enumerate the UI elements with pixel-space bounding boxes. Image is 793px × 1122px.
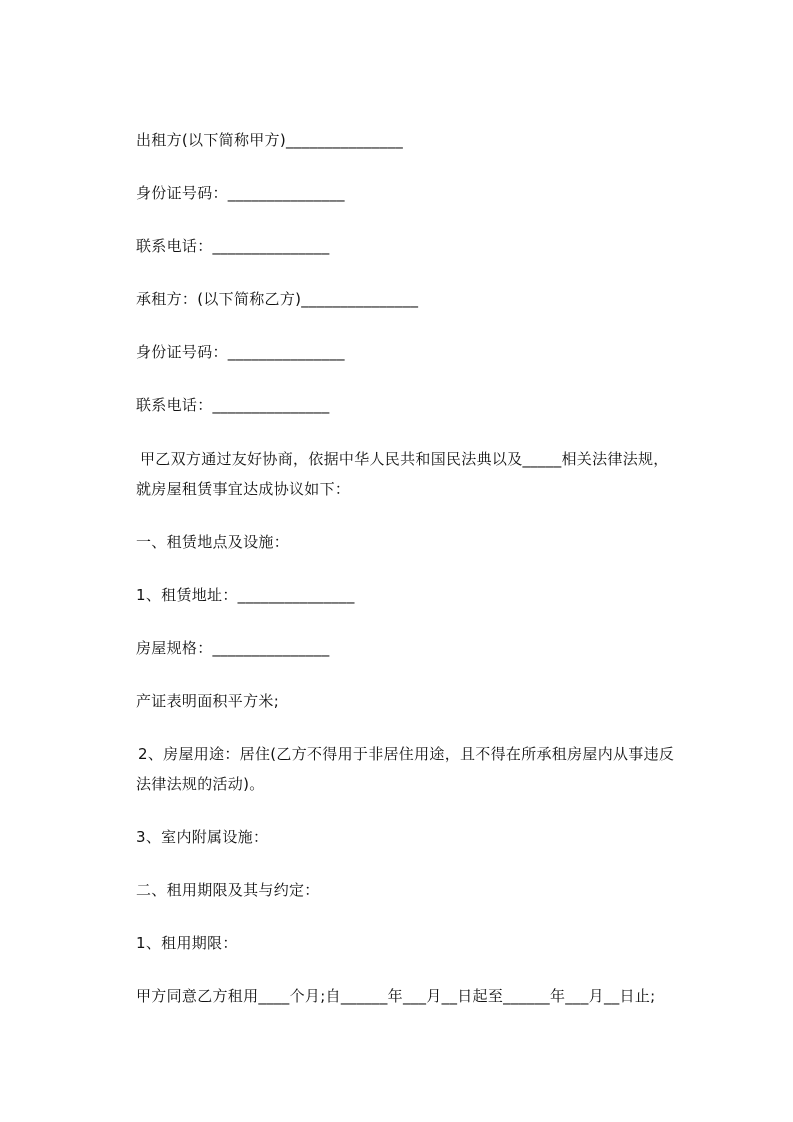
lessor-phone-line: 联系电话：_______________ <box>136 237 330 255</box>
lessee-line: 承租方：(以下简称乙方)_______________ <box>136 290 419 308</box>
lessor-line: 出租方(以下简称甲方)_______________ <box>136 131 404 149</box>
section-1-heading: 一、租赁地点及设施： <box>136 533 290 551</box>
rental-term-heading: 1、租用期限： <box>136 934 238 952</box>
house-use-line-2: 法律法规的活动)。 <box>136 775 265 793</box>
rental-address-line: 1、租赁地址：_______________ <box>136 586 355 604</box>
agreement-intro-line-2: 就房屋租赁事宜达成协议如下： <box>136 480 351 498</box>
house-use-line-1: 2、房屋用途：居住(乙方不得用于非居住用途，且不得在所承租房屋内从事违反 <box>138 745 675 763</box>
rental-term-line: 甲方同意乙方租用____个月;自______年___月__日起至______年___月__日止; <box>136 987 656 1005</box>
lessor-id-line: 身份证号码：_______________ <box>136 184 345 202</box>
agreement-intro-line-1: 甲乙双方通过友好协商，依据中华人民共和国民法典以及_____相关法律法规， <box>140 450 669 468</box>
lessee-phone-line: 联系电话：_______________ <box>136 396 330 414</box>
house-spec-line: 房屋规格：_______________ <box>136 639 330 657</box>
section-2-heading: 二、租用期限及其与约定： <box>136 881 320 899</box>
facilities-line: 3、室内附属设施： <box>136 828 269 846</box>
area-line: 产证表明面积平方米; <box>136 692 280 710</box>
lessee-id-line: 身份证号码：_______________ <box>136 343 345 361</box>
